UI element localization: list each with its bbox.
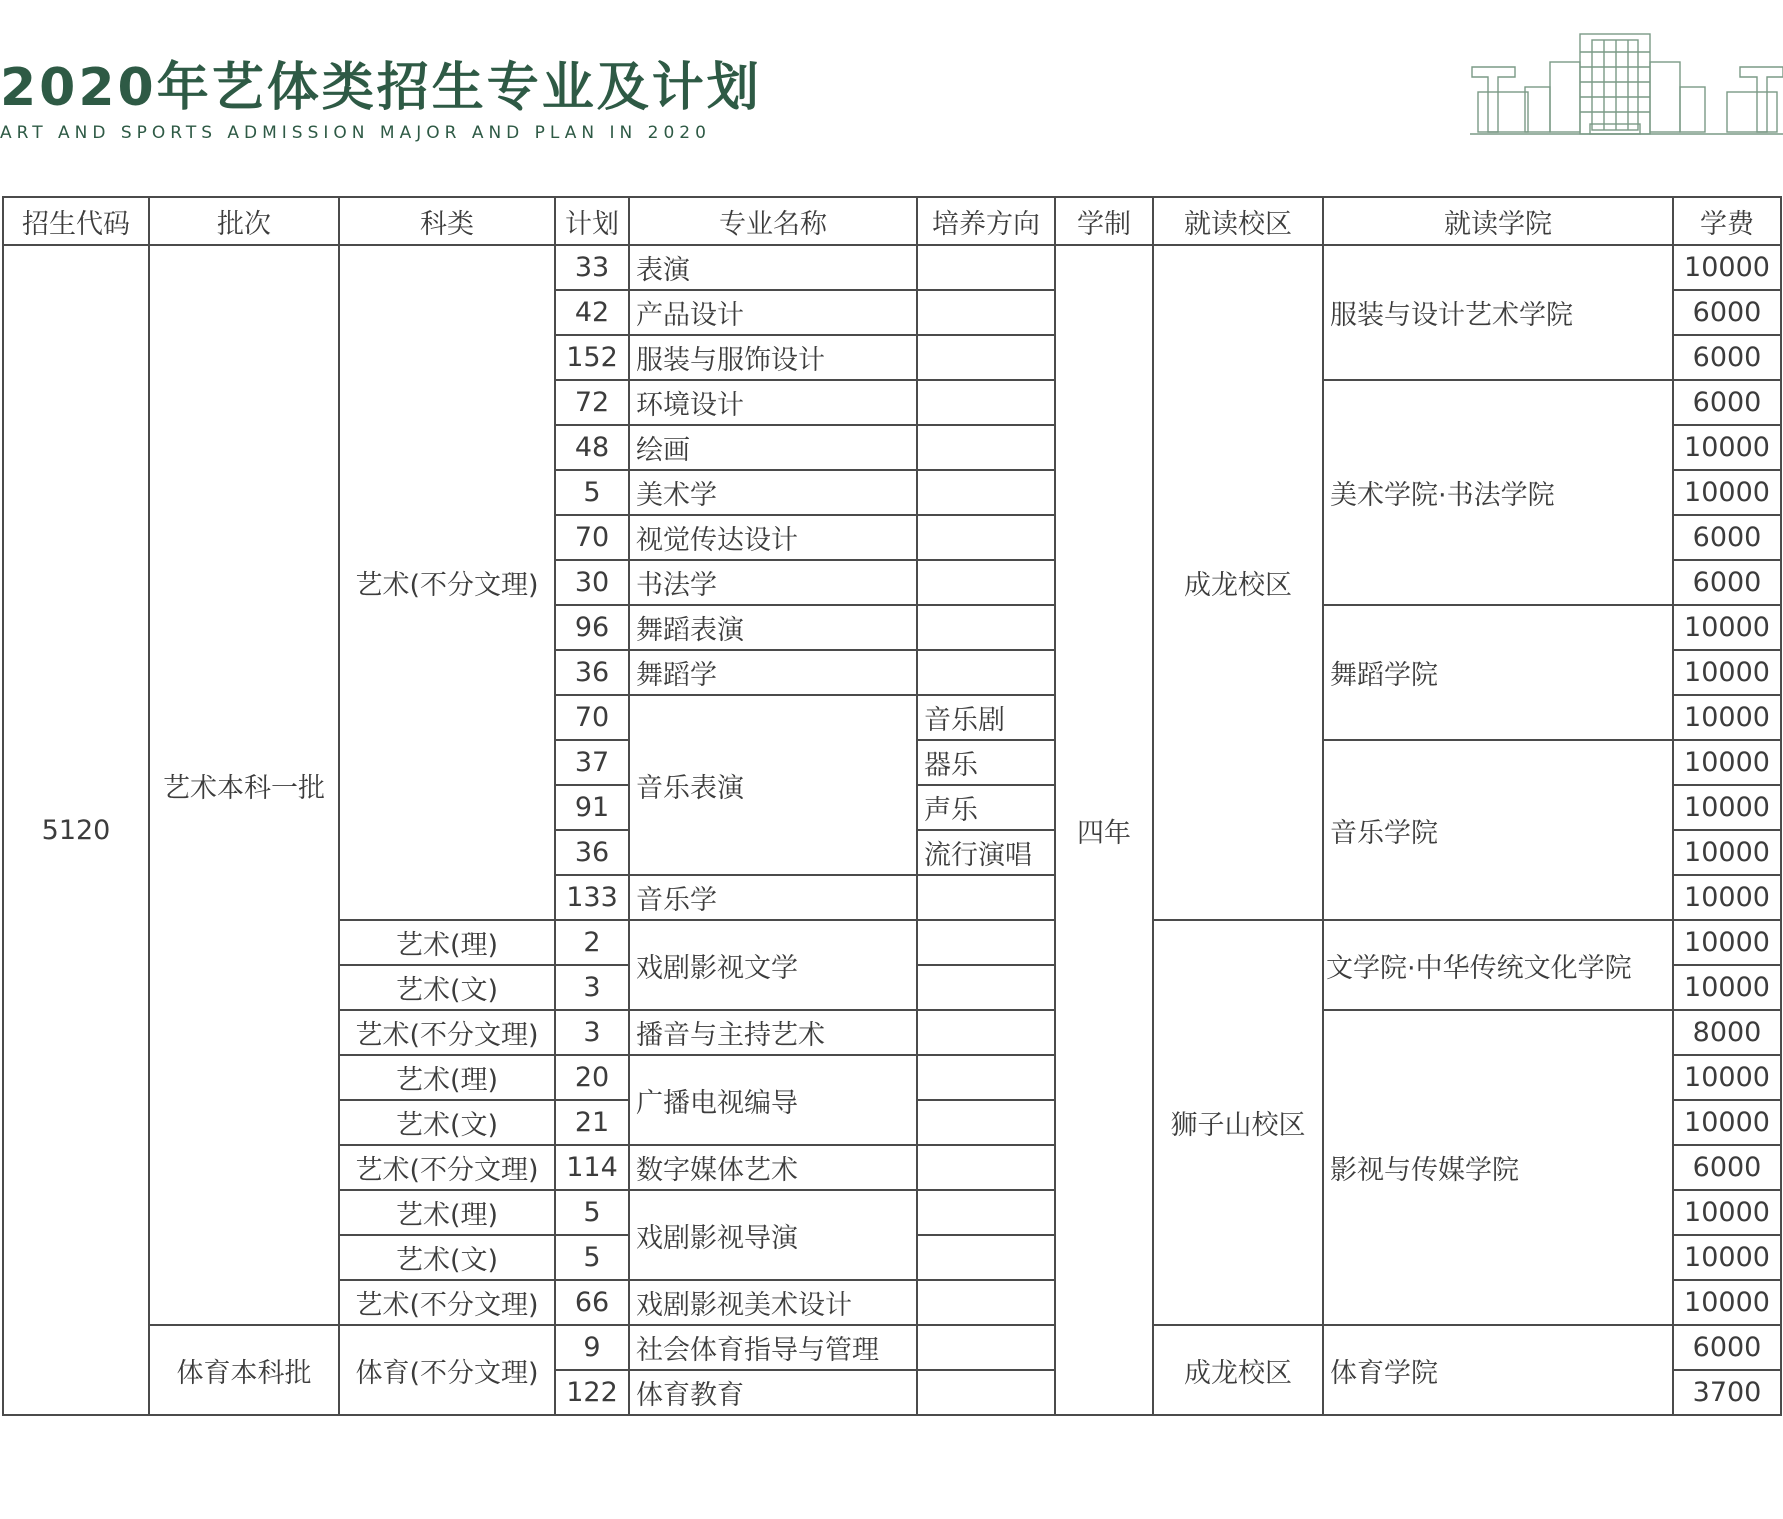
direction-cell xyxy=(917,290,1055,335)
direction-cell: 器乐 xyxy=(917,740,1055,785)
plan-cell: 91 xyxy=(555,785,629,830)
plan-cell: 152 xyxy=(555,335,629,380)
plan-cell: 5 xyxy=(555,470,629,515)
major-cell: 数字媒体艺术 xyxy=(629,1145,917,1190)
table-row xyxy=(3,1325,1781,1370)
plan-cell: 70 xyxy=(555,695,629,740)
plan-cell: 114 xyxy=(555,1145,629,1190)
category-cell: 体育(不分文理) xyxy=(339,1325,555,1415)
major-cell: 舞蹈表演 xyxy=(629,605,917,650)
table-row xyxy=(3,245,1781,290)
category-cell: 艺术(理) xyxy=(339,1055,555,1100)
fee-cell: 10000 xyxy=(1673,1235,1781,1280)
direction-cell xyxy=(917,1325,1055,1370)
fee-cell: 3700 xyxy=(1673,1370,1781,1415)
fee-cell: 10000 xyxy=(1673,1280,1781,1325)
header-college: 就读学院 xyxy=(1323,197,1673,245)
header-code: 招生代码 xyxy=(3,197,149,245)
direction-cell xyxy=(917,965,1055,1010)
header-duration: 学制 xyxy=(1055,197,1153,245)
major-cell: 表演 xyxy=(629,245,917,290)
direction-cell xyxy=(917,245,1055,290)
major-cell: 播音与主持艺术 xyxy=(629,1010,917,1055)
plan-cell: 72 xyxy=(555,380,629,425)
admission-code-cell: 5120 xyxy=(3,245,149,1415)
fee-cell: 10000 xyxy=(1673,1100,1781,1145)
major-cell: 书法学 xyxy=(629,560,917,605)
plan-cell: 33 xyxy=(555,245,629,290)
direction-cell xyxy=(917,1370,1055,1415)
plan-cell: 3 xyxy=(555,965,629,1010)
direction-cell xyxy=(917,1235,1055,1280)
plan-cell: 5 xyxy=(555,1235,629,1280)
fee-cell: 6000 xyxy=(1673,1145,1781,1190)
category-cell: 艺术(不分文理) xyxy=(339,245,555,920)
fee-cell: 10000 xyxy=(1673,1190,1781,1235)
plan-cell: 133 xyxy=(555,875,629,920)
fee-cell: 10000 xyxy=(1673,470,1781,515)
fee-cell: 6000 xyxy=(1673,290,1781,335)
direction-cell xyxy=(917,470,1055,515)
major-cell: 戏剧影视导演 xyxy=(629,1190,917,1280)
major-cell: 戏剧影视美术设计 xyxy=(629,1280,917,1325)
plan-cell: 5 xyxy=(555,1190,629,1235)
fee-cell: 6000 xyxy=(1673,1325,1781,1370)
header-fee: 学费 xyxy=(1673,197,1781,245)
fee-cell: 10000 xyxy=(1673,875,1781,920)
direction-cell xyxy=(917,920,1055,965)
major-cell: 视觉传达设计 xyxy=(629,515,917,560)
direction-cell xyxy=(917,1190,1055,1235)
plan-cell: 48 xyxy=(555,425,629,470)
direction-cell xyxy=(917,515,1055,560)
header-direction: 培养方向 xyxy=(917,197,1055,245)
fee-cell: 8000 xyxy=(1673,1010,1781,1055)
direction-cell xyxy=(917,1010,1055,1055)
page-title: 2020年艺体类招生专业及计划 xyxy=(0,58,762,118)
direction-cell xyxy=(917,605,1055,650)
admission-plan-table xyxy=(2,196,1782,1416)
fee-cell: 10000 xyxy=(1673,650,1781,695)
category-cell: 艺术(理) xyxy=(339,920,555,965)
plan-cell: 3 xyxy=(555,1010,629,1055)
batch-cell: 体育本科批 xyxy=(149,1325,339,1415)
college-cell: 体育学院 xyxy=(1323,1325,1673,1415)
college-cell: 文学院·中华传统文化学院 xyxy=(1323,920,1673,1010)
college-cell: 美术学院·书法学院 xyxy=(1323,380,1673,605)
direction-cell xyxy=(917,380,1055,425)
plan-cell: 37 xyxy=(555,740,629,785)
college-cell: 影视与传媒学院 xyxy=(1323,1010,1673,1325)
plan-cell: 21 xyxy=(555,1100,629,1145)
fee-cell: 10000 xyxy=(1673,605,1781,650)
category-cell: 艺术(文) xyxy=(339,1235,555,1280)
category-cell: 艺术(不分文理) xyxy=(339,1145,555,1190)
campus-cell: 成龙校区 xyxy=(1153,245,1323,920)
college-cell: 服装与设计艺术学院 xyxy=(1323,245,1673,380)
fee-cell: 6000 xyxy=(1673,560,1781,605)
category-cell: 艺术(不分文理) xyxy=(339,1280,555,1325)
fee-cell: 10000 xyxy=(1673,785,1781,830)
fee-cell: 6000 xyxy=(1673,515,1781,560)
plan-cell: 42 xyxy=(555,290,629,335)
plan-cell: 2 xyxy=(555,920,629,965)
major-cell: 音乐表演 xyxy=(629,695,917,875)
fee-cell: 10000 xyxy=(1673,695,1781,740)
major-cell: 产品设计 xyxy=(629,290,917,335)
fee-cell: 6000 xyxy=(1673,335,1781,380)
direction-cell xyxy=(917,1145,1055,1190)
fee-cell: 10000 xyxy=(1673,920,1781,965)
fee-cell: 10000 xyxy=(1673,740,1781,785)
direction-cell xyxy=(917,1055,1055,1100)
fee-cell: 10000 xyxy=(1673,1055,1781,1100)
major-cell: 音乐学 xyxy=(629,875,917,920)
college-cell: 舞蹈学院 xyxy=(1323,605,1673,740)
fee-cell: 10000 xyxy=(1673,245,1781,290)
plan-cell: 30 xyxy=(555,560,629,605)
plan-cell: 66 xyxy=(555,1280,629,1325)
page-subtitle: ART AND SPORTS ADMISSION MAJOR AND PLAN IN 2020 xyxy=(0,123,711,143)
header-category: 科类 xyxy=(339,197,555,245)
batch-cell: 艺术本科一批 xyxy=(149,245,339,1325)
direction-cell: 声乐 xyxy=(917,785,1055,830)
header-plan: 计划 xyxy=(555,197,629,245)
plan-cell: 122 xyxy=(555,1370,629,1415)
plan-cell: 9 xyxy=(555,1325,629,1370)
fee-cell: 10000 xyxy=(1673,965,1781,1010)
fee-cell: 6000 xyxy=(1673,380,1781,425)
plan-cell: 20 xyxy=(555,1055,629,1100)
direction-cell xyxy=(917,560,1055,605)
major-cell: 环境设计 xyxy=(629,380,917,425)
direction-cell xyxy=(917,1100,1055,1145)
direction-cell: 音乐剧 xyxy=(917,695,1055,740)
direction-cell xyxy=(917,425,1055,470)
fee-cell: 10000 xyxy=(1673,425,1781,470)
campus-cell: 成龙校区 xyxy=(1153,1325,1323,1415)
category-cell: 艺术(文) xyxy=(339,965,555,1010)
header-batch: 批次 xyxy=(149,197,339,245)
table-header-row xyxy=(3,197,1781,245)
direction-cell xyxy=(917,1280,1055,1325)
header-major: 专业名称 xyxy=(629,197,917,245)
plan-cell: 70 xyxy=(555,515,629,560)
college-cell: 音乐学院 xyxy=(1323,740,1673,920)
major-cell: 绘画 xyxy=(629,425,917,470)
direction-cell xyxy=(917,650,1055,695)
plan-cell: 36 xyxy=(555,830,629,875)
major-cell: 舞蹈学 xyxy=(629,650,917,695)
direction-cell: 流行演唱 xyxy=(917,830,1055,875)
major-cell: 社会体育指导与管理 xyxy=(629,1325,917,1370)
direction-cell xyxy=(917,875,1055,920)
duration-cell: 四年 xyxy=(1055,245,1153,1415)
fee-cell: 10000 xyxy=(1673,830,1781,875)
plan-cell: 96 xyxy=(555,605,629,650)
category-cell: 艺术(理) xyxy=(339,1190,555,1235)
major-cell: 戏剧影视文学 xyxy=(629,920,917,1010)
header-campus: 就读校区 xyxy=(1153,197,1323,245)
major-cell: 体育教育 xyxy=(629,1370,917,1415)
plan-cell: 36 xyxy=(555,650,629,695)
campus-cell: 狮子山校区 xyxy=(1153,920,1323,1325)
category-cell: 艺术(不分文理) xyxy=(339,1010,555,1055)
campus-building-icon xyxy=(1470,32,1783,147)
major-cell: 广播电视编导 xyxy=(629,1055,917,1145)
category-cell: 艺术(文) xyxy=(339,1100,555,1145)
major-cell: 服装与服饰设计 xyxy=(629,335,917,380)
direction-cell xyxy=(917,335,1055,380)
major-cell: 美术学 xyxy=(629,470,917,515)
